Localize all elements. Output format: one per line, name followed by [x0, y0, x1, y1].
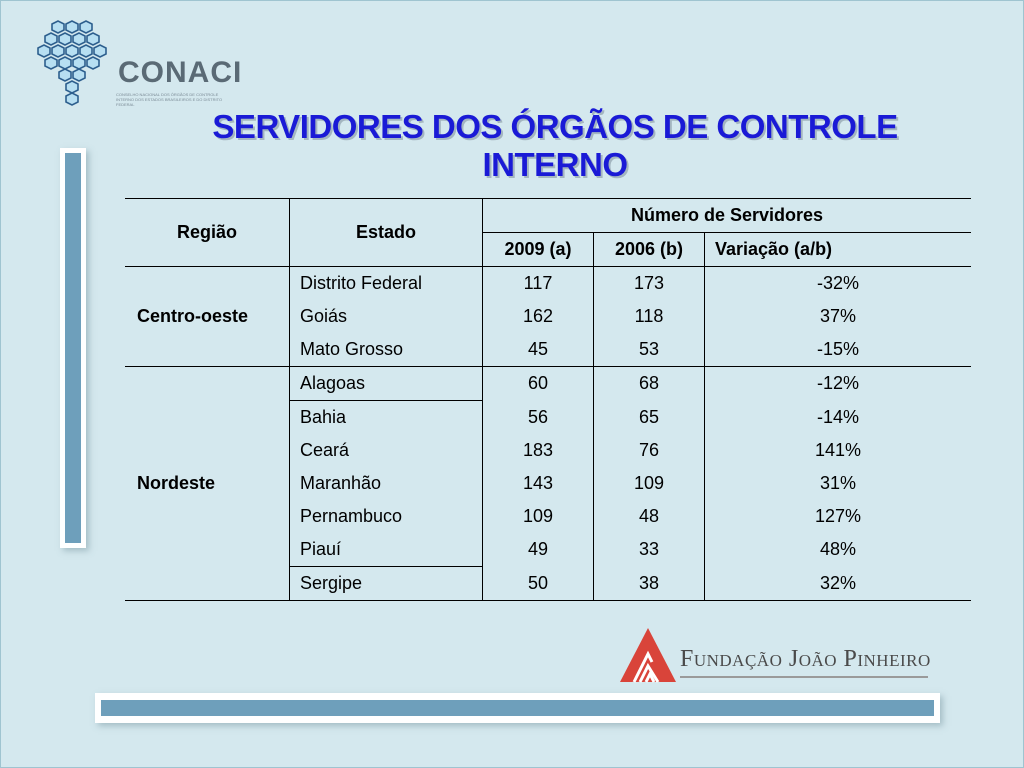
- value-2009-cell: 49: [483, 533, 594, 567]
- value-2006-cell: 53: [594, 333, 705, 367]
- value-2009-cell: 56: [483, 401, 594, 435]
- servidores-table: [125, 198, 971, 601]
- header-2009: 2009 (a): [483, 233, 594, 267]
- table-row: [125, 367, 971, 401]
- estado-cell: Piauí: [290, 533, 483, 567]
- value-2009-cell: 109: [483, 500, 594, 533]
- variacao-cell: 37%: [819, 306, 857, 326]
- estado-cell: Maranhão: [290, 467, 483, 500]
- header-row: [125, 199, 971, 233]
- variacao-cell: -12%: [816, 373, 860, 394]
- variacao-cell: 127%: [814, 506, 862, 526]
- value-2006-cell: 68: [594, 367, 705, 401]
- estado-cell: Pernambuco: [290, 500, 483, 533]
- regiao-cell: Centro-oeste: [125, 267, 290, 367]
- conaci-logo: [30, 18, 243, 110]
- estado-cell: Bahia: [290, 401, 483, 435]
- header-regiao: Região: [125, 199, 290, 267]
- value-2006-cell: 48: [594, 500, 705, 533]
- value-2006-cell: 173: [594, 267, 705, 301]
- conaci-subtitle: CONSELHO NACIONAL DOS ÓRGÃOS DE CONTROLE INTERNO DOS ESTADOS BRASILEIROS E DO DISTRITO FEDERAL: [116, 92, 223, 107]
- value-2009-cell: 60: [483, 367, 594, 401]
- fjp-underline: [680, 676, 928, 678]
- regiao-cell: Nordeste: [125, 367, 290, 601]
- variacao-cell: 31%: [819, 473, 857, 493]
- bottom-decorative-bar: [95, 693, 940, 723]
- variacao-cell: 48%: [819, 539, 857, 560]
- value-2006-cell: 118: [594, 300, 705, 333]
- value-2006-cell: 109: [594, 467, 705, 500]
- fjp-logo: [618, 624, 938, 688]
- variacao-cell: -14%: [816, 406, 860, 427]
- header-numero-servidores: Número de Servidores: [483, 199, 972, 233]
- variacao-cell: -32%: [816, 273, 860, 293]
- estado-cell: Goiás: [290, 300, 483, 333]
- value-2009-cell: 45: [483, 333, 594, 367]
- value-2006-cell: 65: [594, 401, 705, 435]
- value-2009-cell: 50: [483, 567, 594, 601]
- variacao-cell: -15%: [705, 333, 972, 367]
- fjp-wordmark: Fundação João Pinheiro: [680, 646, 931, 672]
- value-2006-cell: 33: [594, 533, 705, 567]
- fjp-triangle-icon: [618, 624, 678, 684]
- estado-cell: Distrito Federal: [290, 267, 483, 301]
- estado-cell: Alagoas: [290, 367, 483, 401]
- estado-cell: Sergipe: [290, 567, 483, 601]
- page-title: SERVIDORES DOS ÓRGÃOS DE CONTROLE INTERNO: [212, 108, 898, 183]
- value-2009-cell: 143: [483, 467, 594, 500]
- hexagon-cluster-icon: [30, 18, 120, 110]
- header-variacao: Variação (a/b): [705, 233, 972, 267]
- value-2009-cell: 183: [483, 434, 594, 467]
- variacao-cell: 141%: [814, 440, 862, 460]
- value-2006-cell: 76: [594, 434, 705, 467]
- left-decorative-bar: [60, 148, 86, 548]
- value-2009-cell: 117: [483, 267, 594, 301]
- conaci-wordmark: CONACI: [118, 56, 243, 89]
- header-estado: Estado: [290, 199, 483, 267]
- estado-cell: Mato Grosso: [290, 333, 483, 367]
- value-2009-cell: 162: [483, 300, 594, 333]
- variacao-cell: 32%: [705, 567, 972, 601]
- estado-cell: Ceará: [290, 434, 483, 467]
- header-2006: 2006 (b): [594, 233, 705, 267]
- value-2006-cell: 38: [594, 567, 705, 601]
- table-row: [125, 267, 971, 301]
